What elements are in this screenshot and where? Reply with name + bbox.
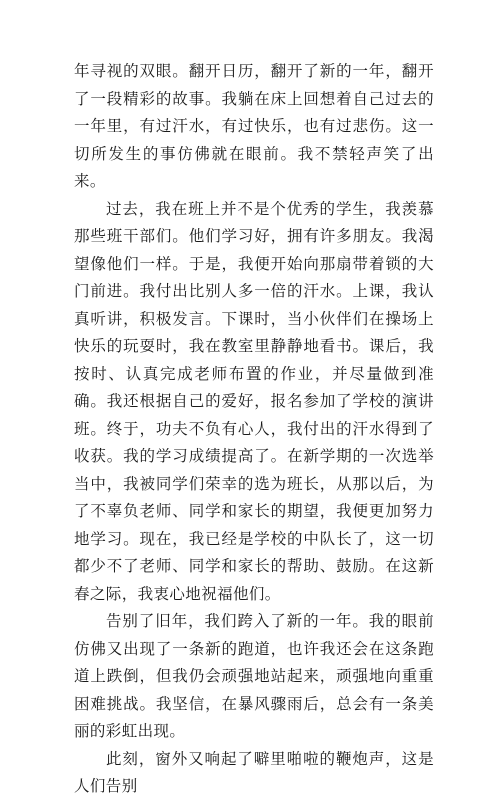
- paragraph-3: 告别了旧年，我们跨入了新的一年。我的眼前仿佛又出现了一条新的跑道，也许我还会在这条跑道上跌倒，但我仍会顽强地站起来，顽强地向重重困难挑战。我坚信，在暴风骤雨后，总会有一条美丽的彩虹出现。: [74, 612, 434, 740]
- paragraph-2: 过去，我在班上并不是个优秀的学生，我羡慕那些班干部们。他们学习好，拥有许多朋友。我渴望像他们一样。于是，我便开始向那扇带着锁的大门前进。我付出比别人多一倍的汗水。上课，我认真听讲，积极发言。下课时，当小伙伴们在操场上快乐的玩耍时，我在教室里静静地看书。课后，我按时、认真完成老师布置的作业，并尽量做到准确。我还根据自己的爱好，报名参加了学校的演讲班。终于，功夫不负有心人，我付出的汗水得到了收获。我的学习成绩提高了。在新学期的一次选举当中，我被同学们荣幸的选为班长，从那以后，为了不辜负老师、同学和家长的期望，我便更加努力地学习。现在，我已经是学校的中队长了，这一切都少不了老师、同学和家长的帮助、鼓励。在这新春之际，我衷心地祝福他们。: [74, 199, 434, 603]
- document-page: [74, 58, 434, 801]
- paragraph-4: 此刻，窗外又响起了噼里啪啦的鞭炮声，这是人们告别: [74, 749, 434, 795]
- paragraph-1: 年寻视的双眼。翻开日历，翻开了新的一年，翻开了一段精彩的故事。我躺在床上回想着自己过去的一年里，有过汗水，有过快乐，也有过悲伤。这一切所发生的事仿佛就在眼前。我不禁轻声笑了出来。: [74, 62, 434, 190]
